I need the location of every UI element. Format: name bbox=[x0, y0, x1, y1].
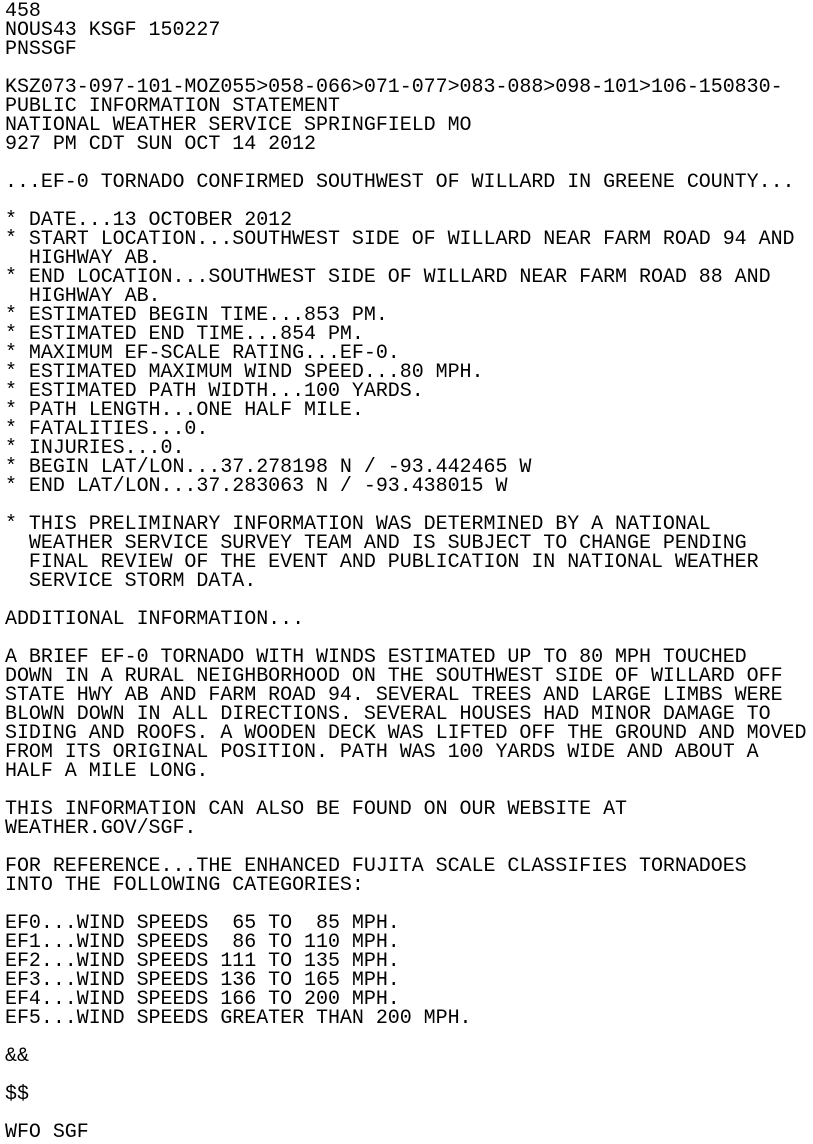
narrative-line: STATE HWY AB AND FARM ROAD 94. SEVERAL TREES AND LARGE LIMBS WERE bbox=[5, 684, 783, 707]
website-line: THIS INFORMATION CAN ALSO BE FOUND ON OUR WEBSITE AT bbox=[5, 798, 628, 821]
sequence-number: 458 bbox=[5, 0, 41, 23]
summary-line: HIGHWAY AB. bbox=[5, 247, 161, 270]
disclaimer-line: FINAL REVIEW OF THE EVENT AND PUBLICATION IN NATIONAL WEATHER bbox=[5, 551, 759, 574]
narrative-line: DOWN IN A RURAL NEIGHBORHOOD ON THE SOUTHWEST SIDE OF WILLARD OFF bbox=[5, 665, 783, 688]
summary-line: * PATH LENGTH...ONE HALF MILE. bbox=[5, 399, 364, 422]
summary-line: * DATE...13 OCTOBER 2012 bbox=[5, 209, 293, 232]
narrative-line: A BRIEF EF-0 TORNADO WITH WINDS ESTIMATED UP TO 80 MPH TOUCHED bbox=[5, 646, 747, 669]
blank-line bbox=[5, 1066, 806, 1085]
summary-line: HIGHWAY AB. bbox=[5, 285, 161, 308]
summary-section bbox=[5, 211, 806, 496]
narrative-line: HALF A MILE LONG. bbox=[5, 760, 209, 783]
summary-line: * ESTIMATED PATH WIDTH...100 YARDS. bbox=[5, 380, 424, 403]
issuing-office: NATIONAL WEATHER SERVICE SPRINGFIELD MO bbox=[5, 114, 472, 137]
summary-line: * ESTIMATED MAXIMUM WIND SPEED...80 MPH. bbox=[5, 361, 484, 384]
website-section bbox=[5, 800, 806, 838]
disclaimer-line: WEATHER SERVICE SURVEY TEAM AND IS SUBJECT TO CHANGE PENDING bbox=[5, 532, 747, 555]
ef-scale-row: EF1...WIND SPEEDS 86 TO 110 MPH. bbox=[5, 931, 400, 954]
office-signature: WFO SGF bbox=[5, 1121, 89, 1144]
ef-scale-row: EF0...WIND SPEEDS 65 TO 85 MPH. bbox=[5, 912, 400, 935]
disclaimer-line: * THIS PRELIMINARY INFORMATION WAS DETERMINED BY A NATIONAL bbox=[5, 513, 711, 536]
narrative-line: SIDING AND ROOFS. A WOODEN DECK WAS LIFTED OFF THE GROUND AND MOVED bbox=[5, 722, 807, 745]
scale-intro-section bbox=[5, 857, 806, 895]
disclaimer-line: SERVICE STORM DATA. bbox=[5, 570, 257, 593]
summary-line: * START LOCATION...SOUTHWEST SIDE OF WILLARD NEAR FARM ROAD 94 AND bbox=[5, 228, 795, 251]
scale-intro-line: INTO THE FOLLOWING CATEGORIES: bbox=[5, 874, 364, 897]
product-id: PNSSGF bbox=[5, 38, 77, 61]
summary-line: * END LOCATION...SOUTHWEST SIDE OF WILLARD NEAR FARM ROAD 88 AND bbox=[5, 266, 771, 289]
scale-intro-line: FOR REFERENCE...THE ENHANCED FUJITA SCALE CLASSIFIES TORNADOES bbox=[5, 855, 747, 878]
disclaimer-section bbox=[5, 515, 806, 591]
summary-line: * FATALITIES...0. bbox=[5, 418, 209, 441]
summary-line: * MAXIMUM EF-SCALE RATING...EF-0. bbox=[5, 342, 400, 365]
headline: ...EF-0 TORNADO CONFIRMED SOUTHWEST OF WILLARD IN GREENE COUNTY... bbox=[5, 171, 795, 194]
additional-info-heading: ADDITIONAL INFORMATION... bbox=[5, 608, 305, 631]
ef-scale-row: EF2...WIND SPEEDS 111 TO 135 MPH. bbox=[5, 950, 400, 973]
ef-scale-row: EF4...WIND SPEEDS 166 TO 200 MPH. bbox=[5, 988, 400, 1011]
summary-line: * INJURIES...0. bbox=[5, 437, 185, 460]
website-line: WEATHER.GOV/SGF. bbox=[5, 817, 197, 840]
ugc-line: KSZ073-097-101-MOZ055>058-066>071-077>083-088>098-101>106-150830- bbox=[5, 76, 783, 99]
ef-scale-row: EF3...WIND SPEEDS 136 TO 165 MPH. bbox=[5, 969, 400, 992]
ef-scale-row: EF5...WIND SPEEDS GREATER THAN 200 MPH. bbox=[5, 1007, 472, 1030]
end-marker: $$ bbox=[5, 1083, 29, 1106]
summary-line: * ESTIMATED BEGIN TIME...853 PM. bbox=[5, 304, 388, 327]
blank-line bbox=[5, 1104, 806, 1123]
end-marker: && bbox=[5, 1045, 29, 1068]
blank-line bbox=[5, 1028, 806, 1047]
ef-scale-table bbox=[5, 914, 806, 1028]
statement-type: PUBLIC INFORMATION STATEMENT bbox=[5, 95, 340, 118]
awips-header: NOUS43 KSGF 150227 bbox=[5, 19, 221, 42]
summary-line: * ESTIMATED END TIME...854 PM. bbox=[5, 323, 364, 346]
issue-time: 927 PM CDT SUN OCT 14 2012 bbox=[5, 133, 317, 156]
narrative-section bbox=[5, 648, 806, 781]
narrative-line: FROM ITS ORIGINAL POSITION. PATH WAS 100 YARDS WIDE AND ABOUT A bbox=[5, 741, 759, 764]
summary-line: * END LAT/LON...37.283063 N / -93.438015 W bbox=[5, 475, 508, 498]
narrative-line: BLOWN DOWN IN ALL DIRECTIONS. SEVERAL HOUSES HAD MINOR DAMAGE TO bbox=[5, 703, 771, 726]
summary-line: * BEGIN LAT/LON...37.278198 N / -93.442465 W bbox=[5, 456, 532, 479]
weather-statement-document bbox=[5, 2, 806, 1142]
